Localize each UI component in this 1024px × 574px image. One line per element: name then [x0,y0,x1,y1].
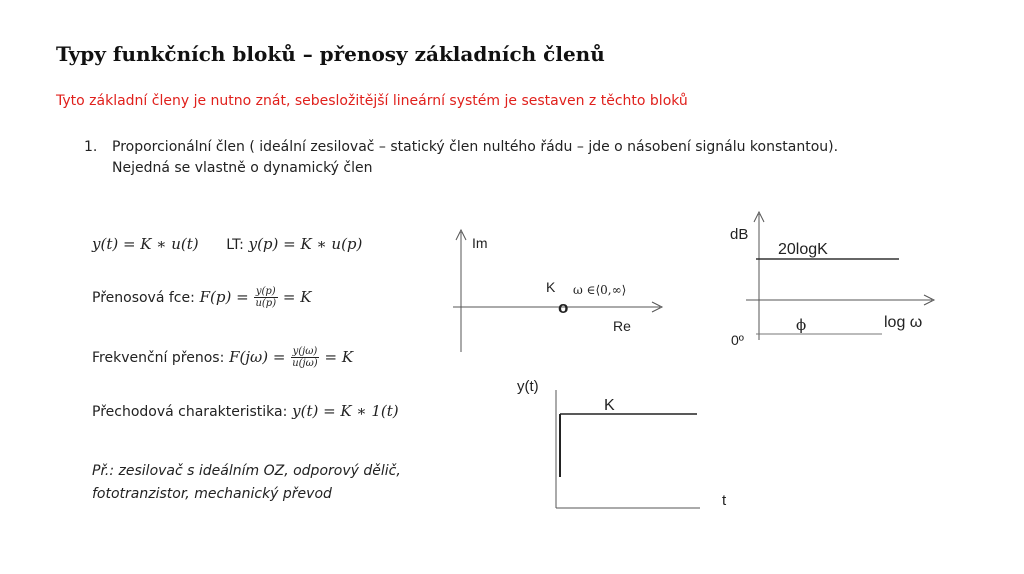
transfer-numerator: y(p) [255,286,276,297]
freq-numerator: y(jω) [292,346,318,357]
nyquist-k-label: K [546,279,556,295]
slide-subtitle: Tyto základní členy je nutno znát, sebesložitější lineární systém je sestaven z těchto bloků [56,93,688,109]
lt-label: LT: [226,237,244,253]
step-label: Přechodová charakteristika: [92,404,288,420]
freq-lhs: F(jω) = [229,348,286,366]
nyquist-omega-range: ω ∈⟨0,∞⟩ [573,283,627,297]
nyquist-plot [453,230,662,352]
step-y-label: y(t) [517,378,539,395]
bode-magnitude-label: 20logK [778,241,828,258]
step-x-label: t [722,492,727,509]
transfer-label: Přenosová fce: [92,290,195,306]
bode-db-label: dB [730,226,749,243]
transfer-lhs: F(p) = [199,288,249,306]
bode-zero-label: 0º [731,332,744,348]
transfer-rhs: = K [282,288,312,306]
step-equation: y(t) = K ∗ 1(t) [292,402,399,420]
laplace-equation: y(p) = K ∗ u(p) [248,235,363,253]
nyquist-im-label: Im [472,235,488,251]
list-item-number: 1. [84,139,98,155]
nyquist-point-marker: o [558,298,569,317]
freq-denominator: u(jω) [292,358,318,369]
freq-rhs: = K [324,348,354,366]
list-item-line2: Nejedná se vlastně o dynamický člen [112,160,373,176]
step-k-label: K [604,397,615,414]
example-line2: fototranzistor, mechanický převod [92,486,332,502]
freq-label: Frekvenční přenos: [92,350,225,366]
transfer-denominator: u(p) [255,298,277,309]
example-line1: Př.: zesilovač s ideálním OZ, odporový dělič, [92,463,401,479]
bode-x-label: log ω [884,314,923,331]
slide-title: Typy funkčních bloků – přenosy základních členů [56,42,605,66]
nyquist-re-label: Re [613,318,631,334]
step-plot [517,378,727,509]
time-domain-equation: y(t) = K ∗ u(t) [92,235,199,253]
bode-plot [730,212,934,348]
list-item-line1: Proporcionální člen ( ideální zesilovač – statický člen nultého řádu – jde o násobení signálu konstantou). [112,139,839,155]
bode-phase-symbol: ϕ [796,316,807,334]
